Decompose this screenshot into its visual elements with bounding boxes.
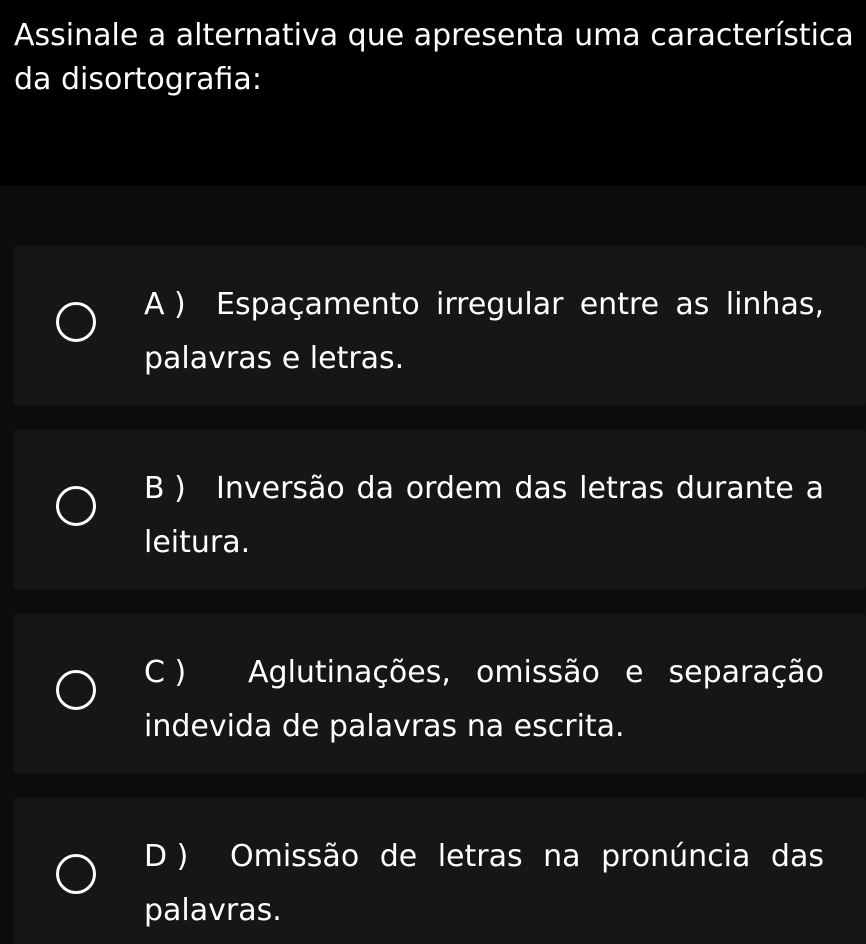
option-d-label: Omissão de letras na pronúncia das palavras. [144,839,824,928]
option-b[interactable] [14,430,866,590]
option-a-letter: A ) [144,287,186,322]
option-b-letter: B ) [144,471,186,506]
option-c-label: Aglutinações, omissão e separação indevida de palavras na escrita. [144,655,824,744]
radio-circle-icon[interactable] [56,670,96,710]
option-d-text [144,830,824,938]
option-c[interactable] [14,614,866,774]
radio-circle-icon[interactable] [56,302,96,342]
radio-circle-icon[interactable] [56,486,96,526]
options-panel [0,186,866,944]
option-b-label: Inversão da ordem das letras durante a leitura. [144,471,824,560]
option-d-letter: D ) [144,839,189,874]
option-c-text [144,646,824,754]
option-a-label: Espaçamento irregular entre as linhas, palavras e letras. [144,287,824,376]
option-a[interactable] [14,246,866,406]
question-text: Assinale a alternativa que apresenta uma característica da disortografia: [14,18,854,97]
option-d[interactable] [14,798,866,944]
option-a-text [144,278,824,386]
option-b-text [144,462,824,570]
option-c-letter: C ) [144,655,187,690]
radio-circle-icon[interactable] [56,854,96,894]
